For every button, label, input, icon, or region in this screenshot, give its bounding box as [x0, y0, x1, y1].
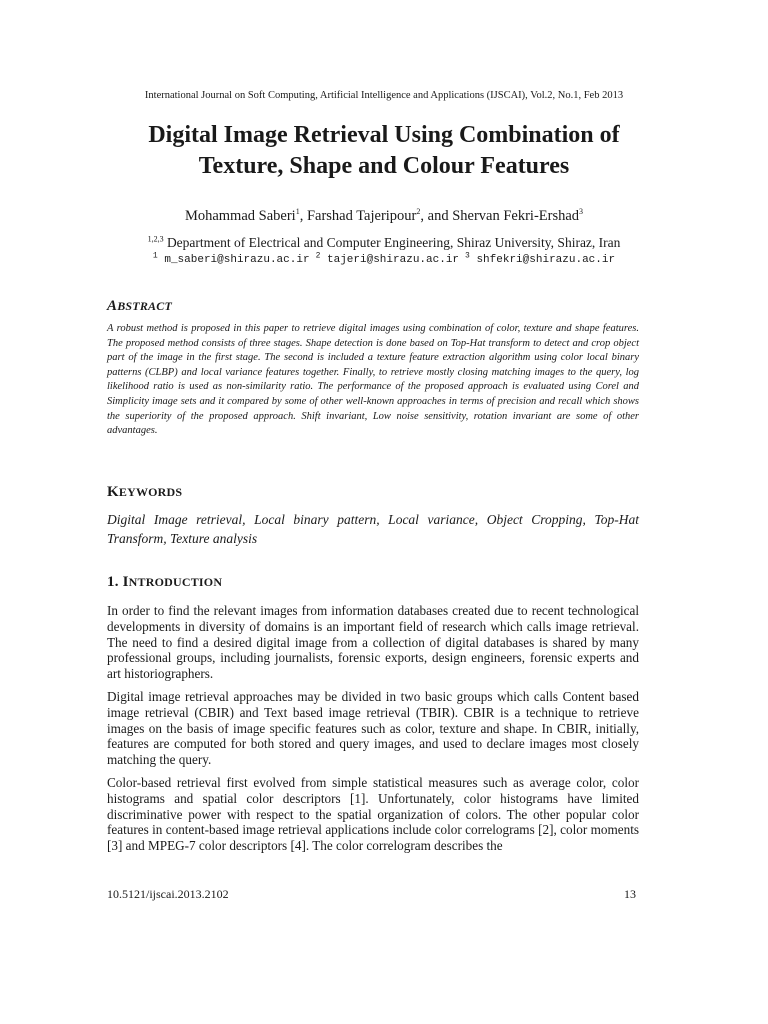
email-link[interactable]: tajeri@shirazu.ac.ir	[327, 254, 460, 266]
footer-doi: 10.5121/ijscai.2013.2102	[107, 887, 229, 901]
author-name: Mohammad Saberi	[184, 208, 296, 224]
affiliation-mark: 1,2,3	[147, 234, 164, 244]
author-name: Shervan Fekri-Ershad	[452, 208, 580, 224]
paper-title	[60, 120, 708, 182]
author-name: Farshad Tajeripour	[306, 208, 417, 224]
author-list: Mohammad Saberi$^1$, Farshad Tajeripour$^2$, and Shervan Fekri-Ershad$^3$	[184, 207, 584, 224]
email-link[interactable]: m_saberi@shirazu.ac.ir	[164, 254, 310, 266]
author-affil-mark: 3	[579, 207, 584, 217]
affiliation-text: Department of Electrical and Computer Engineering, Shiraz University, Shiraz, Iran	[163, 235, 621, 250]
intro-paragraph: In order to find the relevant images from information databases created due to recent technological developments in diversity of domains is an important field of research which calls image retrieval. The need to find a desired digital image from a collection of digital databases is shared by many professional groups, including journalists, forensic exports, design engineers, forensic experts and art historiographers.	[107, 603, 639, 682]
title-line-2: Texture, Shape and Colour Features	[198, 153, 570, 179]
abstract-heading: ABSTRACT	[107, 298, 172, 314]
abstract-body: A robust method is proposed in this paper to retrieve digital images using combination of color, texture and shape features. The proposed method consists of three stages. Shape detection is done based on Top-Hat transform to detect and crop object part of the image in the first stage. The second is included a texture feature extraction algorithm using color local binary patterns (CLBP) and local variance features together. Finally, to retrieve mostly closing matching images to the query, log likelihood ratio is used as non-similarity ratio. The performance of the proposed approach is evaluated using Corel and Simplicity image sets and it compared by some of other well-known approaches in terms of precision and recall which shows the superiority of the proposed approach. Shift invariant, Low noise sensitivity, rotation invariant are some of other advantages.	[107, 323, 639, 437]
email-link[interactable]: shfekri@shirazu.ac.ir	[476, 254, 616, 266]
author-affil-mark: 2	[416, 207, 421, 217]
page-number: 13	[624, 887, 636, 901]
journal-header: International Journal on Soft Computing, Artificial Intelligence and Applications (IJSCAI), Vol.2, No.1, Feb 2013	[144, 90, 624, 101]
author-emails: $^1$ m_saberi@shirazu.ac.ir $^2$ tajeri@shirazu.ac.ir $^3$ shfekri@shirazu.ac.ir	[152, 251, 616, 266]
title-line-1: Digital Image Retrieval Using Combination of	[148, 122, 620, 148]
keywords-body: Digital Image retrieval, Local binary pattern, Local variance, Object Cropping, Top-Hat Transform, Texture analysis	[107, 512, 639, 546]
intro-paragraph: Color-based retrieval first evolved from simple statistical measures such as average color, color histograms and spatial color descriptors [1]. Unfortunately, color histograms have limited discriminative power with respect to the spatial organization of colors. The other popular color features in content-based image retrieval applications include color correlograms [2], color moments [3] and MPEG-7 color descriptors [4]. The color correlogram describes the	[107, 775, 639, 854]
introduction-heading: 1. INTRODUCTION	[107, 574, 223, 590]
keywords-heading: KEYWORDS	[107, 484, 183, 500]
author-affil-mark: 1	[295, 207, 300, 217]
affiliation	[0, 235, 768, 251]
intro-paragraph: Digital image retrieval approaches may be divided in two basic groups which calls Content based image retrieval (CBIR) and Text based image retrieval (TBIR). CBIR is a technique to retrieve images on the basis of image specific features such as color, texture and shape. In CBIR, initially, features are computed for both stored and query images, and used to declare images most closely matching the query.	[107, 689, 639, 768]
